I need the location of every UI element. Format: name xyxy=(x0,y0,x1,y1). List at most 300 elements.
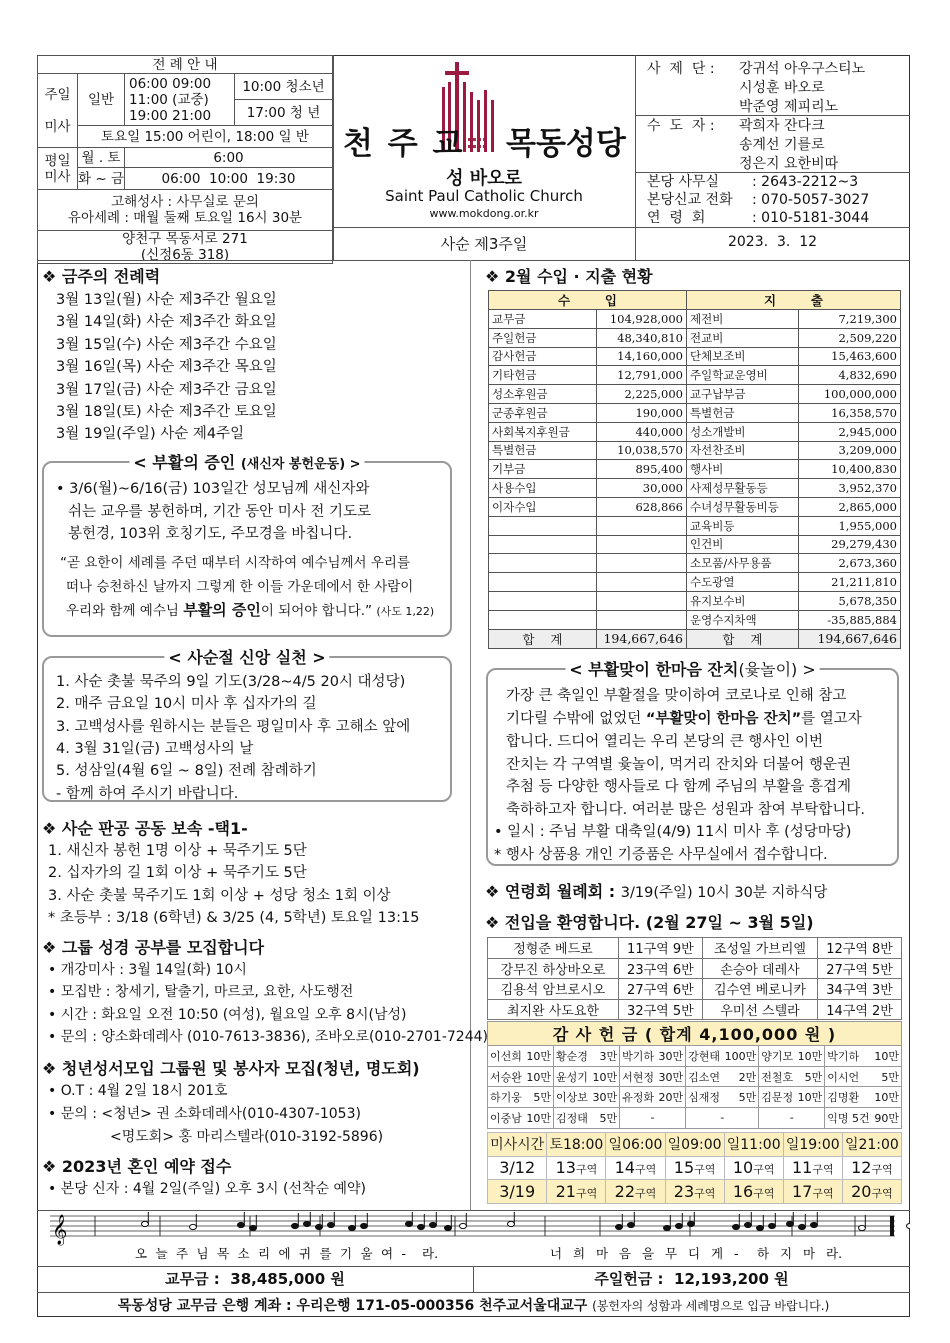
finance-row xyxy=(489,460,901,479)
witness-box: < 부활의 증인 (새신자 봉헌운동) > • 3/6(월)~6/16(금) 103일간 성모님께 새신자와 쉬는 교우를 봉헌하며, 기간 동안 미사 전 기도로 봉헌경, 103위 호칭기도, 주모경을 바칩니다. “곧 요한이 세례를 주던 때부터 시작하여 예수님께서 우리를 떠나 승천하신 날까지 그렇게 한 이들 가운데에서 한 사람이 우리와 함께 예수님 부활의 증인이 되어야 합니다.” (사도 1,22) xyxy=(42,461,452,637)
zone-number: 23 xyxy=(673,1181,695,1201)
thanks-row xyxy=(488,1087,902,1108)
thanks-empty: - xyxy=(759,1108,825,1129)
donor-name: 하기웅 xyxy=(488,1087,525,1108)
note-icon xyxy=(430,1222,437,1227)
expense-amount: 15,463,600 xyxy=(799,347,901,366)
list-item: * 초등부 : 3/18 (6학년) & 3/25 (4, 5학년) 토요일 13:15 xyxy=(48,909,420,926)
lyric-syllable: 음 xyxy=(619,1246,632,1261)
newcomer-name: 김용석 암브로시오 xyxy=(488,979,619,1000)
expense-item: 소모품/사무용품 xyxy=(687,554,799,573)
income-item: 교무금 xyxy=(489,310,597,329)
list-item: 3월 16일(목) 사순 제3주간 목요일 xyxy=(56,359,277,376)
expense-amount: 2,509,220 xyxy=(799,328,901,347)
income-item: 감사헌금 xyxy=(489,347,597,366)
expense-amount: 4,832,690 xyxy=(799,366,901,385)
duty-zone xyxy=(665,1180,724,1204)
newcomer-zone: 12구역 8반 xyxy=(818,938,902,959)
finance-table xyxy=(488,290,901,649)
youth-heading: ❖ 청년성서모입 그룹원 및 봉사자 모집(청년, 명도회) xyxy=(42,1059,420,1078)
finance-header-row xyxy=(489,291,901,310)
note-icon xyxy=(418,1224,425,1229)
calendar-heading: ❖ 금주의 전례력 xyxy=(42,267,161,286)
donor-amount: 10만 xyxy=(524,1108,553,1129)
income-item: 이자수입 xyxy=(489,497,597,516)
duty-date: 3/12 xyxy=(488,1156,547,1180)
list-item: 2. 십자가의 길 1회 이상 + 묵주기도 5단 xyxy=(48,865,307,882)
donor-amount: 5만 xyxy=(524,1087,553,1108)
income-item: 군종후원금 xyxy=(489,403,597,422)
note-icon xyxy=(787,1221,794,1226)
newcomer-name: 우미선 스텔라 xyxy=(702,999,817,1020)
income-total: 194,667,646 xyxy=(597,629,687,648)
list-item: • 일시 : 주님 부활 대축일(4/9) 11시 미사 후 (성당마당) xyxy=(494,824,852,841)
income-amount: 2,225,000 xyxy=(597,385,687,404)
lyric-syllable: 라. xyxy=(826,1246,843,1261)
newcomer-name: 강무진 하상바오로 xyxy=(488,958,619,979)
zone-number: 17 xyxy=(791,1181,813,1201)
donor-name: 이중남 xyxy=(488,1108,525,1129)
baptism-info: 유아세례 : 매월 둘째 토요일 16시 30분 xyxy=(67,210,303,226)
lyric-syllable: 주 xyxy=(176,1246,189,1261)
donor-name: 김명환 xyxy=(825,1087,872,1108)
total-label: 합 계 xyxy=(489,629,597,648)
mass-time: 미사시간 xyxy=(488,1133,547,1157)
lyric-syllable: 하 xyxy=(757,1246,770,1261)
note-icon xyxy=(406,1221,413,1226)
expense-item: 제전비 xyxy=(687,310,799,329)
lyric-syllable: 게 xyxy=(711,1246,724,1261)
donor-amount: 10만 xyxy=(872,1046,901,1067)
donor-name: 김소연 xyxy=(686,1066,723,1087)
donor-amount: 100만 xyxy=(722,1046,758,1067)
list-item: 1. 새신자 봉헌 1명 이상 + 묵주기도 5단 xyxy=(48,843,307,859)
expense-amount: 29,279,430 xyxy=(799,535,901,554)
lyric-syllable: - xyxy=(401,1246,407,1261)
tue-fri-times: 06:00 10:00 19:30 xyxy=(124,168,332,190)
zone-number: 15 xyxy=(673,1158,695,1178)
duty-date: 3/19 xyxy=(488,1180,547,1204)
expense-amount: -35,885,884 xyxy=(799,610,901,629)
scripture-quote: “곧 요한이 세례를 주던 때부터 시작하여 예수님께서 우리를 xyxy=(60,555,411,571)
liturgical-week: 사순 제3주일 xyxy=(440,235,528,253)
note-icon xyxy=(745,1222,752,1227)
lyric-syllable: 울 xyxy=(360,1246,373,1261)
list-item: • 문의 : 양소화데레사 (010-7613-3836), 조바오로(010-2701-7244) xyxy=(48,1028,488,1045)
duty-zone xyxy=(665,1156,724,1180)
finance-total-row xyxy=(489,629,901,648)
income-amount xyxy=(597,573,687,592)
newcomer-zone: 32구역 5반 xyxy=(618,999,702,1020)
dues-total: 교무금 : 38,485,000 원 xyxy=(165,1270,345,1288)
expense-item: 사제성무활동등 xyxy=(687,479,799,498)
duty-zone xyxy=(783,1156,842,1180)
donor-name: 이선희 xyxy=(488,1046,525,1067)
lyric-syllable: 너 xyxy=(550,1246,563,1261)
expense-item: 성소개발비 xyxy=(687,422,799,441)
donor-amount: 10만 xyxy=(795,1046,824,1067)
donor-name: 심재정 xyxy=(686,1087,723,1108)
duty-zone xyxy=(547,1156,606,1180)
income-amount xyxy=(597,554,687,573)
duty-zone xyxy=(547,1180,606,1204)
expense-amount: 2,673,360 xyxy=(799,554,901,573)
expense-item: 수도광열 xyxy=(687,573,799,592)
list-item: 3월 14일(화) 사순 제3주간 화요일 xyxy=(56,314,277,331)
donor-amount: 5만 xyxy=(722,1087,758,1108)
list-item: - 함께 하여 주시기 바랍니다. xyxy=(56,785,239,802)
note-icon xyxy=(292,1223,299,1228)
lyric-syllable: 님 xyxy=(196,1246,209,1261)
zone-number: 10 xyxy=(732,1158,754,1178)
lyric-syllable: 을 xyxy=(642,1246,655,1261)
donor-amount: 5만 xyxy=(795,1066,824,1087)
income-amount: 10,038,570 xyxy=(597,441,687,460)
newcomers-table xyxy=(487,937,902,1020)
liturgy-title: 전 례 안 내 xyxy=(38,56,333,74)
newcomer-name: 최지완 사도요한 xyxy=(488,999,619,1020)
list-item: 3. 고백성사를 원하시는 분들은 평일미사 후 고해소 앞에 xyxy=(56,718,411,735)
newcomer-zone: 11구역 9반 xyxy=(618,938,702,959)
list-item: <명도회> 홍 마리스텔라(010-3192-5896) xyxy=(110,1128,384,1145)
list-item: * 행사 상품용 개인 기증품은 사무실에서 접수합니다. xyxy=(494,847,828,863)
income-item: 기타헌금 xyxy=(489,366,597,385)
thanks-title: 감 사 헌 금 ( 합계 4,100,000 원 ) xyxy=(488,1022,902,1046)
expense-item: 행사비 xyxy=(687,460,799,479)
income-item: 사회복지후원금 xyxy=(489,422,597,441)
zone-suffix: 구역 xyxy=(694,1186,716,1200)
expense-amount: 3,209,000 xyxy=(799,441,901,460)
lent-title: < 사순절 신앙 실천 > xyxy=(164,645,329,668)
newcomers-heading: ❖ 전입을 환영합니다. (2월 27일 ~ 3월 5일) xyxy=(485,913,814,932)
income-amount: 30,000 xyxy=(597,479,687,498)
bank-account: 목동성당 교무금 은행 계좌 : 우리은행 171-05-000356 천주교서울대교구 (봉헌자의 성함과 세례명으로 입금 바랍니다.) xyxy=(117,1298,830,1314)
note-icon xyxy=(238,1222,245,1227)
income-amount xyxy=(597,516,687,535)
zone-suffix: 구역 xyxy=(575,1186,598,1200)
zone-number: 13 xyxy=(555,1158,576,1178)
mon-sat-time: 6:00 xyxy=(124,148,332,168)
lyric-syllable: 라. xyxy=(422,1246,439,1261)
liturgy-schedule-table: 전 례 안 내 주일 미사 일반 06:00 09:00 11:00 (교중) 19:00 21:00 10:00 청소년 17:00 청 년 토요일 15:00 어린이, 18:00 일 반 평일 미사 월 . 토 6:00 화 ~ 금 06:00 10:00 19:30 고해성사 : 사무실로 문의 유아세례 : 매월 둘째 토요일 16시 30분 양천구 목동서로 271 (신정6동 318) xyxy=(37,55,333,264)
treble-clef-icon: 𝄞 xyxy=(52,1215,68,1245)
donor-amount: 20만 xyxy=(656,1087,685,1108)
income-item xyxy=(489,535,597,554)
newcomer-zone: 14구역 2반 xyxy=(818,999,902,1020)
note-icon xyxy=(142,1221,149,1226)
income-header: 수 입 xyxy=(489,291,687,310)
income-amount xyxy=(597,591,687,610)
note-icon xyxy=(811,1222,818,1227)
income-amount: 628,866 xyxy=(597,497,687,516)
note-icon xyxy=(676,1223,683,1228)
income-amount: 48,340,810 xyxy=(597,328,687,347)
finance-row xyxy=(489,403,901,422)
zone-suffix: 구역 xyxy=(812,1163,834,1177)
donor-amount: 5만 xyxy=(590,1108,619,1129)
lyric-syllable: 소 xyxy=(237,1246,250,1261)
expense-item: 교구납부금 xyxy=(687,385,799,404)
zone-number: 16 xyxy=(732,1181,754,1201)
tue-fri-label: 화 ~ 금 xyxy=(78,168,125,190)
finance-heading: ❖ 2월 수입 · 지출 현황 xyxy=(485,267,653,286)
duty-zone xyxy=(724,1156,783,1180)
income-item: 주일헌금 xyxy=(489,328,597,347)
income-amount: 104,928,000 xyxy=(597,310,687,329)
zone-number: 22 xyxy=(614,1181,636,1201)
donor-name: 박기하 xyxy=(620,1046,657,1067)
finance-row xyxy=(489,310,901,329)
list-item: • 개강미사 : 3월 14일(화) 10시 xyxy=(48,962,247,978)
income-amount: 14,160,000 xyxy=(597,347,687,366)
income-item: 성소후원금 xyxy=(489,385,597,404)
note-icon xyxy=(733,1224,740,1229)
donor-name: 윤성기 xyxy=(554,1066,591,1087)
music-staff xyxy=(50,1212,910,1264)
finance-row xyxy=(489,328,901,347)
thanks-empty: - xyxy=(686,1108,759,1129)
finance-row xyxy=(489,347,901,366)
bible-heading: ❖ 그룹 성경 공부를 모집합니다 xyxy=(42,938,265,957)
mass-time: 일19:00 xyxy=(783,1133,842,1157)
bulletin-date: 2023. 3. 12 xyxy=(727,234,818,250)
finance-row xyxy=(489,385,901,404)
expense-amount: 5,678,350 xyxy=(799,591,901,610)
zone-number: 12 xyxy=(851,1158,872,1178)
website-link[interactable]: www.mokdong.or.kr xyxy=(429,207,539,220)
list-item: 3월 15일(수) 사순 제3주간 수요일 xyxy=(56,336,277,353)
thanks-empty: - xyxy=(620,1108,686,1129)
expense-amount: 2,945,000 xyxy=(799,422,901,441)
confession-info: 고해성사 : 사무실로 문의 xyxy=(111,194,259,210)
clergy-block: 사 제 단 : 강귀석 아우구스티노 시성훈 바오로 박준영 제피리노 xyxy=(647,61,866,115)
memorial-heading: ❖ 연령회 월례회 : 3/19(주일) 10시 30분 지하식당 xyxy=(485,882,828,901)
mass-time: 일09:00 xyxy=(665,1133,724,1157)
youth-mass: 17:00 청 년 xyxy=(234,100,332,126)
newcomer-name: 조성일 가브리엘 xyxy=(702,938,817,959)
donor-amount: 30만 xyxy=(590,1087,619,1108)
list-item: 축하하고자 합니다. 여러분 많은 성원과 참여 부탁합니다. xyxy=(506,801,866,818)
zone-suffix: 구역 xyxy=(694,1163,716,1177)
finance-row xyxy=(489,535,901,554)
note-icon xyxy=(859,1225,866,1230)
donor-name: 유정화 xyxy=(620,1087,657,1108)
duty-zone xyxy=(606,1180,665,1204)
donor-amount: 10만 xyxy=(872,1087,901,1108)
expense-amount: 16,358,570 xyxy=(799,403,901,422)
note-icon xyxy=(628,1222,635,1227)
wedding-heading: ❖ 2023년 혼인 예약 접수 xyxy=(42,1157,232,1176)
finance-row xyxy=(489,497,901,516)
list-item: 잔치는 각 구역별 윷놀이, 먹거리 잔치와 더불어 행운권 xyxy=(506,756,852,773)
note-icon xyxy=(664,1225,671,1230)
mon-sat-label: 월 . 토 xyxy=(78,148,125,168)
lyric-syllable: 목 xyxy=(217,1246,230,1261)
expense-total: 194,667,646 xyxy=(799,629,901,648)
thanks-row xyxy=(488,1108,902,1129)
donor-amount: 10만 xyxy=(524,1046,553,1067)
newcomer-row xyxy=(488,958,902,979)
newcomer-row xyxy=(488,999,902,1020)
income-amount: 440,000 xyxy=(597,422,687,441)
expense-amount: 3,952,370 xyxy=(799,479,901,498)
lyric-syllable: 희 xyxy=(573,1246,586,1261)
feast-box: < 부활맞이 한마음 잔치(윷놀이) > 가장 큰 축일인 부활절을 맞이하여 코로나로 인해 참고 기다릴 수밖에 없었던 “부활맞이 한마음 잔치”를 열고자 합니다. 드디어 열리는 우리 본당의 큰 행사인 이번 잔치는 각 구역별 윷놀이, 먹거리 잔치와 더불어 행운권 추첨 등 다양한 행사들로 다 함께 주님의 부활을 흥겹게 축하하고자 합니다. 여러분 많은 성원과 참여 부탁합니다. • 일시 : 주님 부활 대축일(4/9) 11시 미사 후 (성당마당) * 행사 상품용 개인 기증품은 사무실에서 접수합니다. xyxy=(486,668,899,866)
zone-suffix: 구역 xyxy=(812,1186,834,1200)
expense-item: 수녀성무활동비등 xyxy=(687,497,799,516)
newcomer-name: 정형준 베드로 xyxy=(488,938,619,959)
sunday-offering-total: 주일헌금 : 12,193,200 원 xyxy=(594,1270,789,1288)
donor-name: 양기모 xyxy=(759,1046,796,1067)
income-item xyxy=(489,554,597,573)
zone-suffix: 구역 xyxy=(635,1186,657,1200)
list-item: 추첨 등 다양한 행사들로 다 함께 주님의 부활을 흥겹게 xyxy=(506,779,852,796)
expense-item: 유지보수비 xyxy=(687,591,799,610)
newcomer-name: 김수연 베로니카 xyxy=(702,979,817,1000)
thanks-header-row xyxy=(488,1022,902,1046)
newcomer-row xyxy=(488,938,902,959)
english-name: Saint Paul Catholic Church xyxy=(385,187,583,205)
note-icon xyxy=(769,1223,776,1228)
note-icon xyxy=(328,1222,335,1227)
list-item: 2. 매주 금요일 10시 미사 후 십자가의 길 xyxy=(56,696,317,713)
note-icon xyxy=(190,1224,197,1229)
final-barline xyxy=(890,1216,894,1236)
expense-amount: 2,865,000 xyxy=(799,497,901,516)
list-item: • O.T : 4월 2일 18시 201호 xyxy=(48,1083,228,1099)
saint-name: 성 바오로 xyxy=(446,168,522,189)
lyric-syllable: 지 xyxy=(780,1246,793,1261)
newcomer-zone: 27구역 5반 xyxy=(818,958,902,979)
donor-amount: 10만 xyxy=(590,1066,619,1087)
zone-number: 11 xyxy=(791,1158,813,1178)
list-item: 3월 19일(주일) 사순 제4주일 xyxy=(56,426,245,443)
income-amount: 190,000 xyxy=(597,403,687,422)
sisters-block: 수 도 자 : 곽희자 잔다크 송계선 기를로 정은지 요한비따 xyxy=(647,118,839,172)
zone-suffix: 구역 xyxy=(635,1163,657,1177)
note-icon xyxy=(688,1221,695,1226)
donor-amount: 3만 xyxy=(590,1046,619,1067)
note-icon xyxy=(907,1223,911,1228)
donor-name: 이상보 xyxy=(554,1087,591,1108)
finance-row xyxy=(489,573,901,592)
feast-title: < 부활맞이 한마음 잔치(윷놀이) > xyxy=(565,657,820,680)
thanks-row xyxy=(488,1046,902,1067)
mass-duty-table xyxy=(487,1132,902,1204)
zone-suffix: 구역 xyxy=(753,1186,775,1200)
expense-amount: 21,211,810 xyxy=(799,573,901,592)
lent-box xyxy=(42,648,452,802)
list-item: • 모집반 : 창세기, 탈출기, 마르코, 요한, 사도행전 xyxy=(48,984,354,1001)
donor-name: 황순경 xyxy=(554,1046,591,1067)
lyric-syllable: 기 xyxy=(340,1246,353,1261)
zone-number: 20 xyxy=(851,1181,872,1201)
weekday-label: 평일 미사 xyxy=(44,152,71,185)
duty-zone xyxy=(783,1180,842,1204)
donor-amount: 30만 xyxy=(656,1046,685,1067)
lyric-syllable: 디 xyxy=(688,1246,701,1261)
total-label: 합 계 xyxy=(687,629,799,648)
donor-name: 김문정 xyxy=(759,1087,796,1108)
newcomer-zone: 27구역 6반 xyxy=(618,979,702,1000)
finance-row xyxy=(489,554,901,573)
witness-title: < 부활의 증인 (새신자 봉헌운동) > xyxy=(129,450,364,473)
thanks-offering-table xyxy=(487,1021,902,1129)
finance-row xyxy=(489,591,901,610)
donor-amount: 10만 xyxy=(524,1066,553,1087)
note-icon xyxy=(250,1225,257,1230)
note-icon xyxy=(757,1225,764,1230)
income-item: 사용수입 xyxy=(489,479,597,498)
income-item xyxy=(489,591,597,610)
donor-amount: 5만 xyxy=(872,1066,901,1087)
expense-item: 주일학교운영비 xyxy=(687,366,799,385)
list-item: 합니다. 드디어 열리는 우리 본당의 큰 행사인 이번 xyxy=(506,734,824,750)
note-icon xyxy=(799,1224,806,1229)
list-item: 4. 3월 31일(금) 고백성사의 날 xyxy=(56,740,254,757)
zone-number: 14 xyxy=(614,1158,636,1178)
finance-row xyxy=(489,516,901,535)
donor-name: 박기하 xyxy=(825,1046,872,1067)
duty-zone xyxy=(606,1156,665,1180)
note-icon xyxy=(361,1223,368,1228)
lyric-syllable: - xyxy=(734,1246,739,1261)
donor-name: 이시언 xyxy=(825,1066,872,1087)
donor-name: 김정태 xyxy=(554,1108,591,1129)
lyric-syllable: 무 xyxy=(665,1246,678,1261)
expense-amount: 7,219,300 xyxy=(799,310,901,329)
address: 양천구 목동서로 271 xyxy=(122,231,248,247)
zone-suffix: 구역 xyxy=(575,1163,598,1177)
list-item: 5. 성삼일(4월 6일 ~ 8일) 전례 참례하기 xyxy=(56,763,317,780)
finance-row xyxy=(489,610,901,629)
donor-amount: 30만 xyxy=(656,1066,685,1087)
general-times: 06:00 09:00 11:00 (교중) 19:00 21:00 xyxy=(124,74,234,126)
mass-time: 일11:00 xyxy=(724,1133,783,1157)
expense-amount: 10,400,830 xyxy=(799,460,901,479)
thanks-row xyxy=(488,1066,902,1087)
zone-suffix: 구역 xyxy=(753,1163,775,1177)
income-amount: 12,791,000 xyxy=(597,366,687,385)
zone-suffix: 구역 xyxy=(871,1186,893,1200)
newcomer-name: 손승아 데레사 xyxy=(702,958,817,979)
note-icon xyxy=(445,1225,452,1230)
lyric-syllable: 오 xyxy=(135,1246,148,1261)
lyric-syllable: 마 xyxy=(803,1246,816,1261)
list-item: • 본당 신자 : 4월 2일(주일) 오후 3시 (선착순 예약) xyxy=(48,1181,366,1197)
finance-row xyxy=(489,441,901,460)
expense-item: 운영수지차액 xyxy=(687,610,799,629)
finance-row xyxy=(489,366,901,385)
saturday-mass: 토요일 15:00 어린이, 18:00 일 반 xyxy=(78,126,333,148)
expense-amount: 1,955,000 xyxy=(799,516,901,535)
list-item: • 문의 : <청년> 권 소화데레사(010-4307-1053) xyxy=(48,1105,361,1122)
lyric-syllable: 늘 xyxy=(155,1246,168,1261)
mass-time: 일06:00 xyxy=(606,1133,665,1157)
income-item xyxy=(489,516,597,535)
income-amount: 895,400 xyxy=(597,460,687,479)
newcomer-zone: 34구역 3반 xyxy=(818,979,902,1000)
donor-name: 강현태 xyxy=(686,1046,723,1067)
income-amount xyxy=(597,535,687,554)
finance-row xyxy=(489,479,901,498)
list-item: 3월 13일(월) 사순 제3주간 월요일 xyxy=(56,292,277,308)
donor-amount: 10만 xyxy=(795,1087,824,1108)
expense-item: 단체보조비 xyxy=(687,347,799,366)
list-item: 3. 사순 촛불 묵주기도 1회 이상 + 성당 청소 1회 이상 xyxy=(48,887,391,904)
newcomer-zone: 23구역 6반 xyxy=(618,958,702,979)
lyric-syllable: 에 xyxy=(278,1246,291,1261)
